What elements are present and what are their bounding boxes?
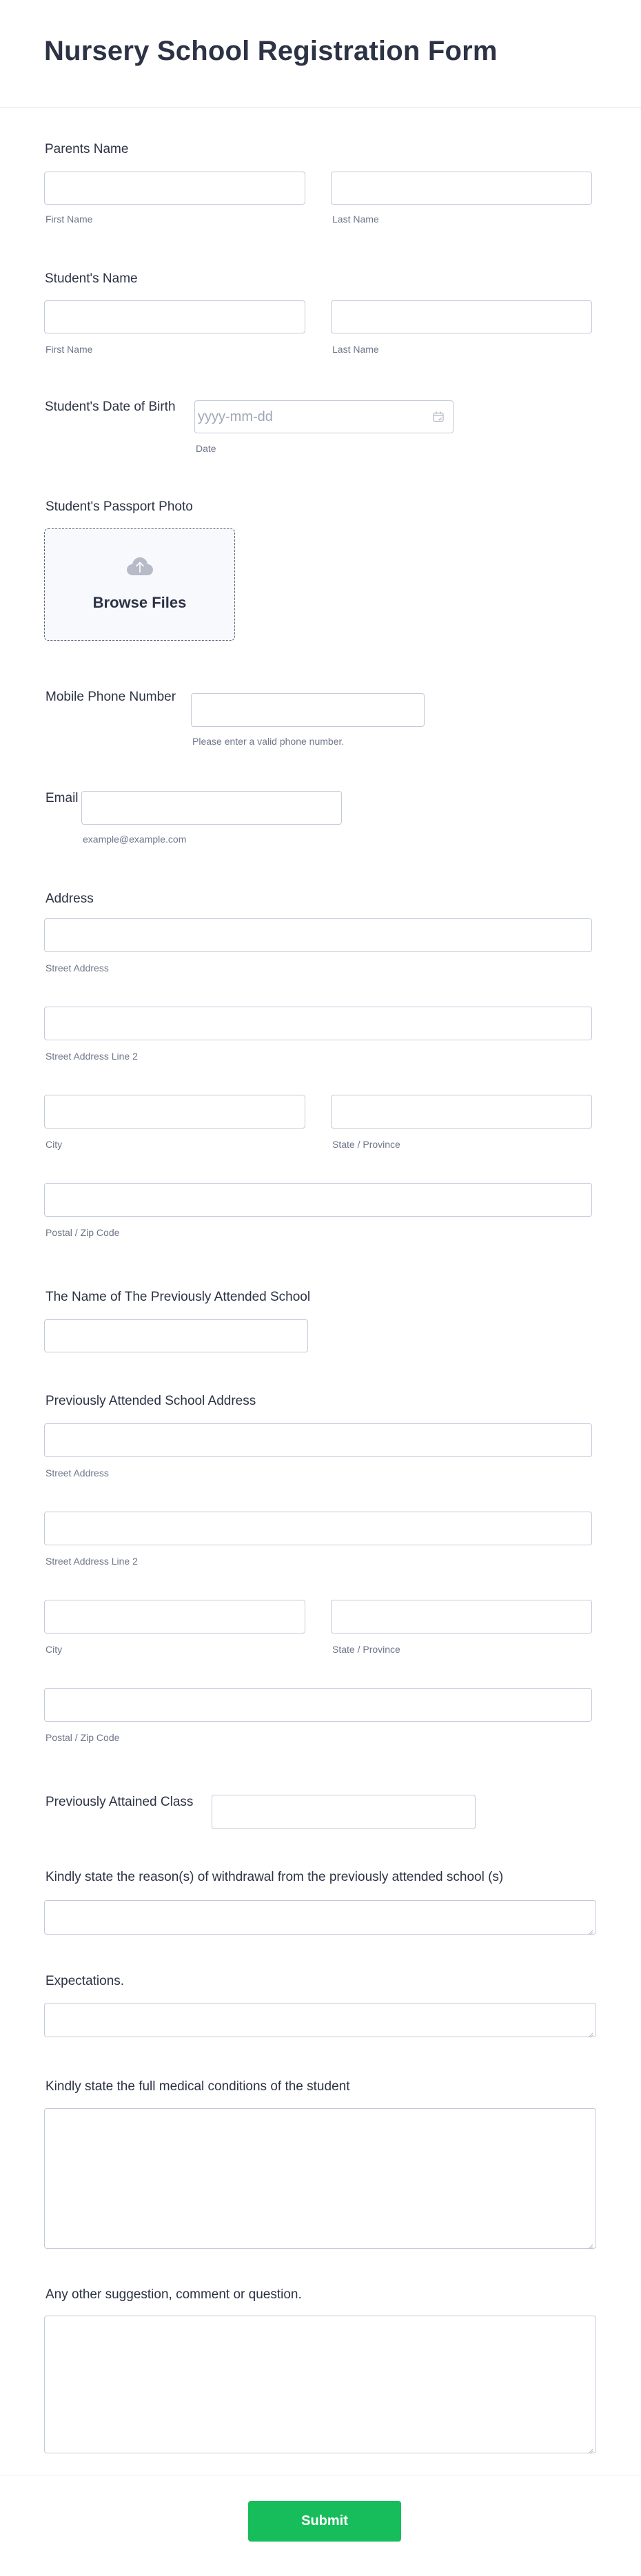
address-street2-sublabel: Street Address Line 2 <box>45 1051 138 1062</box>
email-label: Email <box>45 791 79 805</box>
withdrawal-reason-textarea[interactable] <box>44 1900 596 1935</box>
parents-first-name-sublabel: First Name <box>45 214 93 225</box>
resize-handle-icon[interactable] <box>588 2240 593 2246</box>
prev-address-street-input[interactable] <box>44 1423 592 1457</box>
phone-input[interactable] <box>191 693 425 727</box>
prev-school-name-input[interactable] <box>44 1319 308 1352</box>
students-last-name-sublabel: Last Name <box>332 344 379 355</box>
email-input[interactable] <box>81 791 342 825</box>
prev-address-street2-sublabel: Street Address Line 2 <box>45 1556 138 1567</box>
address-label: Address <box>45 892 94 906</box>
prev-class-label: Previously Attained Class <box>45 1795 194 1809</box>
prev-address-city-sublabel: City <box>45 1644 63 1655</box>
resize-handle-icon[interactable] <box>588 2445 593 2451</box>
prev-address-postal-sublabel: Postal / Zip Code <box>45 1732 120 1743</box>
suggestions-textarea[interactable] <box>44 2316 596 2453</box>
calendar-icon[interactable] <box>432 411 445 423</box>
parents-first-name-input[interactable] <box>44 172 305 205</box>
phone-label: Mobile Phone Number <box>45 690 176 704</box>
students-first-name-sublabel: First Name <box>45 344 93 355</box>
page-title: Nursery School Registration Form <box>44 36 498 66</box>
address-postal-input[interactable] <box>44 1183 592 1217</box>
dob-label: Student's Date of Birth <box>45 400 176 414</box>
cloud-upload-icon <box>126 557 154 576</box>
address-street-sublabel: Street Address <box>45 962 109 973</box>
prev-address-state-input[interactable] <box>331 1600 592 1634</box>
prev-address-city-input[interactable] <box>44 1600 305 1634</box>
photo-upload-dropzone[interactable] <box>44 528 235 641</box>
submit-button[interactable]: Submit <box>248 2501 401 2542</box>
address-city-sublabel: City <box>45 1139 63 1150</box>
medical-textarea[interactable] <box>44 2108 596 2249</box>
students-last-name-input[interactable] <box>331 300 592 333</box>
address-state-input[interactable] <box>331 1095 592 1129</box>
prev-school-address-label: Previously Attended School Address <box>45 1394 256 1408</box>
header-divider <box>0 107 641 108</box>
prev-address-state-sublabel: State / Province <box>332 1644 400 1655</box>
address-street2-input[interactable] <box>44 1007 592 1040</box>
prev-class-input[interactable] <box>212 1795 476 1829</box>
prev-school-name-label: The Name of The Previously Attended School <box>45 1290 311 1304</box>
resize-handle-icon[interactable] <box>588 1926 593 1932</box>
address-street-input[interactable] <box>44 918 592 952</box>
expectations-label: Expectations. <box>45 1974 125 1988</box>
prev-address-postal-input[interactable] <box>44 1688 592 1722</box>
browse-files-button[interactable]: Browse Files <box>92 594 187 611</box>
suggestions-label: Any other suggestion, comment or question. <box>45 2287 302 2302</box>
prev-address-street2-input[interactable] <box>44 1512 592 1545</box>
dob-sublabel: Date <box>196 443 216 454</box>
prev-address-street-sublabel: Street Address <box>45 1467 109 1478</box>
students-name-label: Student's Name <box>45 271 138 286</box>
parents-name-label: Parents Name <box>45 142 129 156</box>
dob-placeholder: yyyy-mm-dd <box>198 409 273 424</box>
resize-handle-icon[interactable] <box>588 2029 593 2034</box>
parents-last-name-input[interactable] <box>331 172 592 205</box>
expectations-textarea[interactable] <box>44 2003 596 2037</box>
address-state-sublabel: State / Province <box>332 1139 400 1150</box>
dob-input[interactable] <box>194 400 454 433</box>
address-postal-sublabel: Postal / Zip Code <box>45 1227 120 1238</box>
parents-last-name-sublabel: Last Name <box>332 214 379 225</box>
students-first-name-input[interactable] <box>44 300 305 333</box>
phone-sublabel: Please enter a valid phone number. <box>192 736 345 747</box>
photo-label: Student's Passport Photo <box>45 499 193 514</box>
medical-label: Kindly state the full medical conditions of the student <box>45 2079 350 2094</box>
email-sublabel: example@example.com <box>83 834 187 845</box>
address-city-input[interactable] <box>44 1095 305 1129</box>
withdrawal-reason-label: Kindly state the reason(s) of withdrawal from the previously attended school (s) <box>45 1870 504 1884</box>
